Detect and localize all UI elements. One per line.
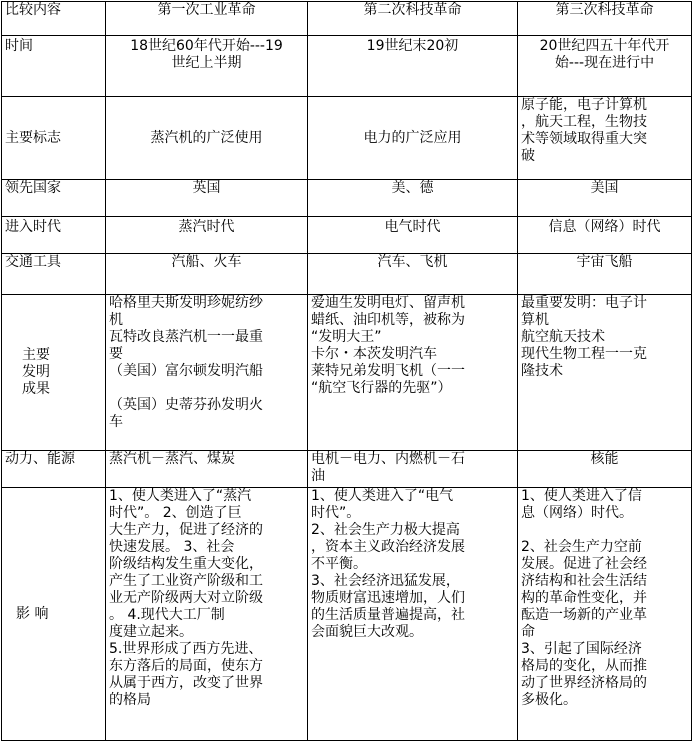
row-leader (2, 180, 692, 217)
row-achievements (2, 295, 692, 451)
header-first-revolution: 第一次工业革命 (106, 2, 308, 36)
row-symbol (2, 97, 692, 180)
leader-second: 美、德 (308, 180, 518, 217)
leader-third: 美国 (518, 180, 692, 217)
achievements-first: 哈格里夫斯发明珍妮纺纱 机 瓦特改良蒸汽机一一最重 要 （美国）富尔顿发明汽船 （英国）史蒂芬孙发明火 车 (106, 295, 308, 451)
power-second: 电机－电力、内燃机－石 油 (308, 451, 518, 488)
era-first: 蒸汽时代 (106, 217, 308, 254)
impact-third: 1、使人类进入了信 息（网络）时代。 2、社会生产力空前 发展。促进了社会经 济结构和社会生活结 构的革命性变化，并 酝造一场新的产业革 命 3、引起了国际经济 格局的变化，从而推 动了世界经济格局的 多极化。 (518, 488, 692, 741)
achievements-second: 爱迪生发明电灯、留声机 蜡纸、油印机等，被称为 “发明大王” 卡尔・本茨发明汽车 莱特兄弟发明飞机（一一 “航空飞行器的先驱”） (308, 295, 518, 451)
row-time (2, 36, 692, 97)
comparison-table (1, 1, 692, 741)
symbol-first: 蒸汽机的广泛使用 (106, 97, 308, 180)
achievements-label-line: 主要 (22, 347, 50, 363)
row-era-label: 进入时代 (2, 217, 106, 254)
header-second-revolution: 第二次科技革命 (308, 2, 518, 36)
header-third-revolution: 第三次科技革命 (518, 2, 692, 36)
transport-third: 宇宙飞船 (518, 254, 692, 295)
achievements-third: 最重要发明：电子计 算机 航空航天技术 现代生物工程一一克 隆技术 (518, 295, 692, 451)
row-era (2, 217, 692, 254)
achievements-label-line: 发明 (22, 364, 50, 380)
leader-first: 英国 (106, 180, 308, 217)
row-transport-label: 交通工具 (2, 254, 106, 295)
impact-second: 1、使人类进入了“电气 时代”。 2、社会生产力极大提高 ，资本主义政治经济发展 不平衡。 3、社会经济迅猛发展， 物质财富迅速增加，人们 的生活质量普遍提高，社 会面貌巨大改观。 (308, 488, 518, 741)
row-power (2, 451, 692, 488)
row-leader-label: 领先国家 (2, 180, 106, 217)
time-third: 20世纪四五十年代开 始---现在进行中 (518, 36, 692, 97)
power-first: 蒸汽机－蒸汽、煤炭 (106, 451, 308, 488)
era-second: 电气时代 (308, 217, 518, 254)
era-third: 信息（网络）时代 (518, 217, 692, 254)
row-impact (2, 488, 692, 741)
row-time-label: 时间 (2, 36, 106, 97)
transport-first: 汽船、火车 (106, 254, 308, 295)
header-compare: 比较内容 (2, 2, 106, 36)
row-symbol-label: 主要标志 (2, 97, 106, 180)
transport-second: 汽车、飞机 (308, 254, 518, 295)
time-second: 19世纪末20初 (308, 36, 518, 97)
symbol-third: 原子能，电子计算机 ，航天工程，生物技 术等领域取得重大突 破 (518, 97, 692, 180)
row-achievements-label (2, 295, 106, 451)
symbol-second: 电力的广泛应用 (308, 97, 518, 180)
row-transport (2, 254, 692, 295)
time-first: 18世纪60年代开始---19 世纪上半期 (106, 36, 308, 97)
power-third: 核能 (518, 451, 692, 488)
achievements-label-line: 成果 (22, 381, 50, 397)
table-header-row (2, 2, 692, 36)
row-impact-label: 影 响 (2, 488, 106, 741)
impact-first: 1、使人类进入了“蒸汽 时代”。 2、创造了巨 大生产力，促进了经济的 快速发展。 3、社会 阶级结构发生重大变化， 产生了工业资产阶级和工 业无产阶级两大对立阶级 。 4.现代大工厂制 度建立起来。 5.世界形成了西方先进、 东方落后的局面，使东方 从属于西方，改变了世界 的格局 (106, 488, 308, 741)
row-power-label: 动力、能源 (2, 451, 106, 488)
